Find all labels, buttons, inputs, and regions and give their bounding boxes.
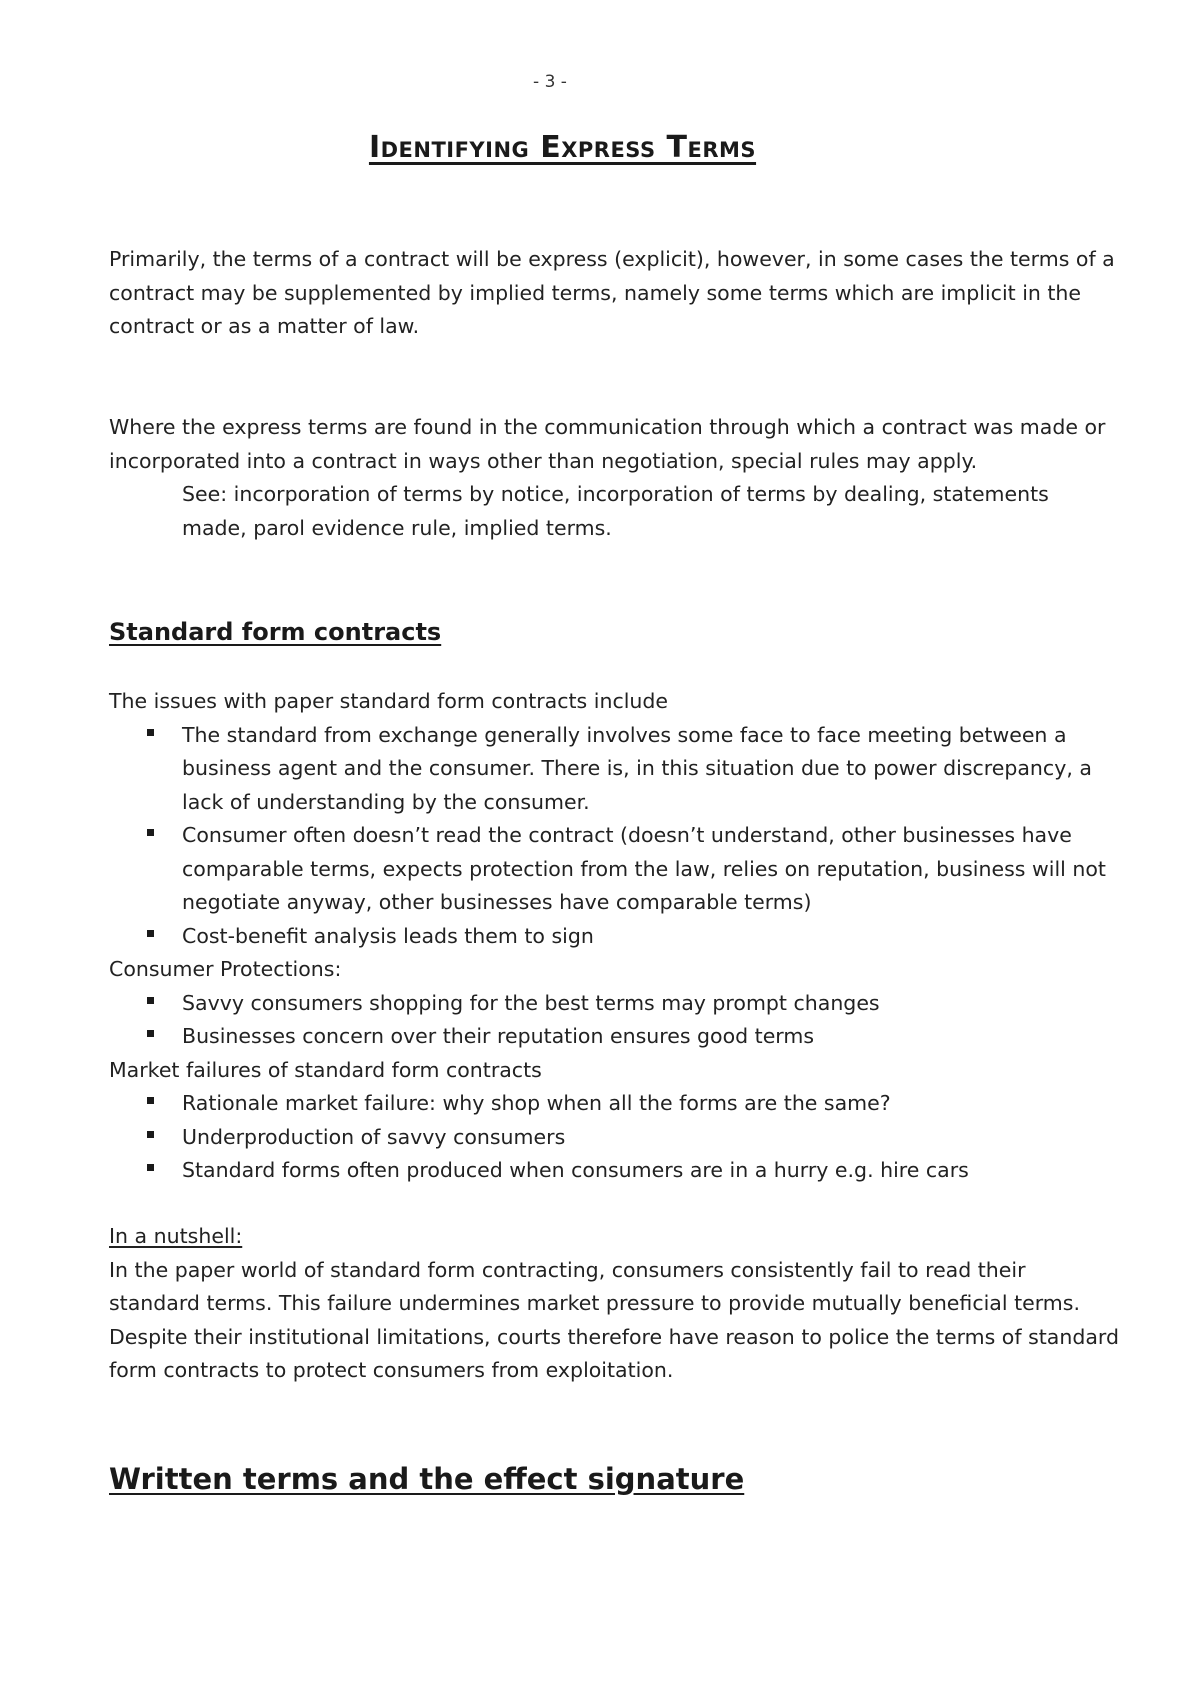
standard-form-heading-wrap	[109, 618, 1119, 646]
bullet-icon	[147, 997, 154, 1004]
section-heading-standard-form: Standard form contracts	[109, 618, 442, 646]
list-item: Rationale market failure: why shop when all the forms are the same?	[109, 1087, 1119, 1121]
list-item: The standard from exchange generally involves some face to face meeting between a business agent and the consumer. There is, in this situation due to power discrepancy, a lack of understanding by the consumer.	[109, 719, 1119, 820]
list-item: Savvy consumers shopping for the best terms may prompt changes	[109, 987, 1119, 1021]
bullet-icon	[147, 1164, 154, 1171]
bullet-icon	[147, 1131, 154, 1138]
issues-list	[109, 719, 1119, 954]
section-heading-written-terms: Written terms and the effect signature	[109, 1462, 745, 1496]
standard-form-section	[109, 685, 1119, 1188]
list-item: Consumer often doesn’t read the contract (doesn’t understand, other businesses have comparable terms, expects protection from the law, relies on reputation, business will not negotiate anyway, other businesses have comparable terms)	[109, 819, 1119, 920]
list-item: Cost-benefit analysis leads them to sign	[109, 920, 1119, 954]
intro-paragraph-1: Primarily, the terms of a contract will be express (explicit), however, in some cases the terms of a contract may be supplemented by implied terms, namely some terms which are implicit in the contract or as a matter of law.	[109, 247, 1115, 338]
list-item: Underproduction of savvy consumers	[109, 1121, 1119, 1155]
page-title: Identifying Express Terms	[368, 130, 757, 165]
written-terms-heading-wrap	[109, 1462, 1119, 1496]
protections-list	[109, 987, 1119, 1054]
bullet-icon	[147, 729, 154, 736]
list-item: Standard forms often produced when consumers are in a hurry e.g. hire cars	[109, 1154, 1119, 1188]
intro-paragraph-2: Where the express terms are found in the communication through which a contract was made or incorporated into a contract in ways other than negotiation, special rules may apply.	[109, 415, 1106, 473]
bullet-icon	[147, 1030, 154, 1037]
failures-list	[109, 1087, 1119, 1188]
nutshell-section	[109, 1220, 1119, 1388]
see-also-note: See: incorporation of terms by notice, incorporation of terms by dealing, statements made, parol evidence rule, implied terms.	[182, 482, 1049, 540]
list-item: Businesses concern over their reputation ensures good terms	[109, 1020, 1119, 1054]
bullet-icon	[147, 829, 154, 836]
bullet-icon	[147, 1097, 154, 1104]
intro-section-2	[109, 411, 1119, 545]
nutshell-paragraph: In the paper world of standard form contracting, consumers consistently fail to read their standard terms. This failure undermines market pressure to provide mutually beneficial terms. Despite their institutional limitations, courts therefore have reason to police the terms of standard form contracts to protect consumers from exploitation.	[109, 1257, 1120, 1382]
issues-intro: The issues with paper standard form contracts include	[109, 689, 669, 713]
failures-intro: Market failures of standard form contracts	[109, 1057, 542, 1082]
page-number: - 3 -	[533, 72, 567, 92]
protections-intro: Consumer Protections:	[109, 957, 342, 981]
intro-section	[109, 243, 1119, 344]
bullet-icon	[147, 930, 154, 937]
nutshell-label: In a nutshell:	[109, 1224, 243, 1248]
